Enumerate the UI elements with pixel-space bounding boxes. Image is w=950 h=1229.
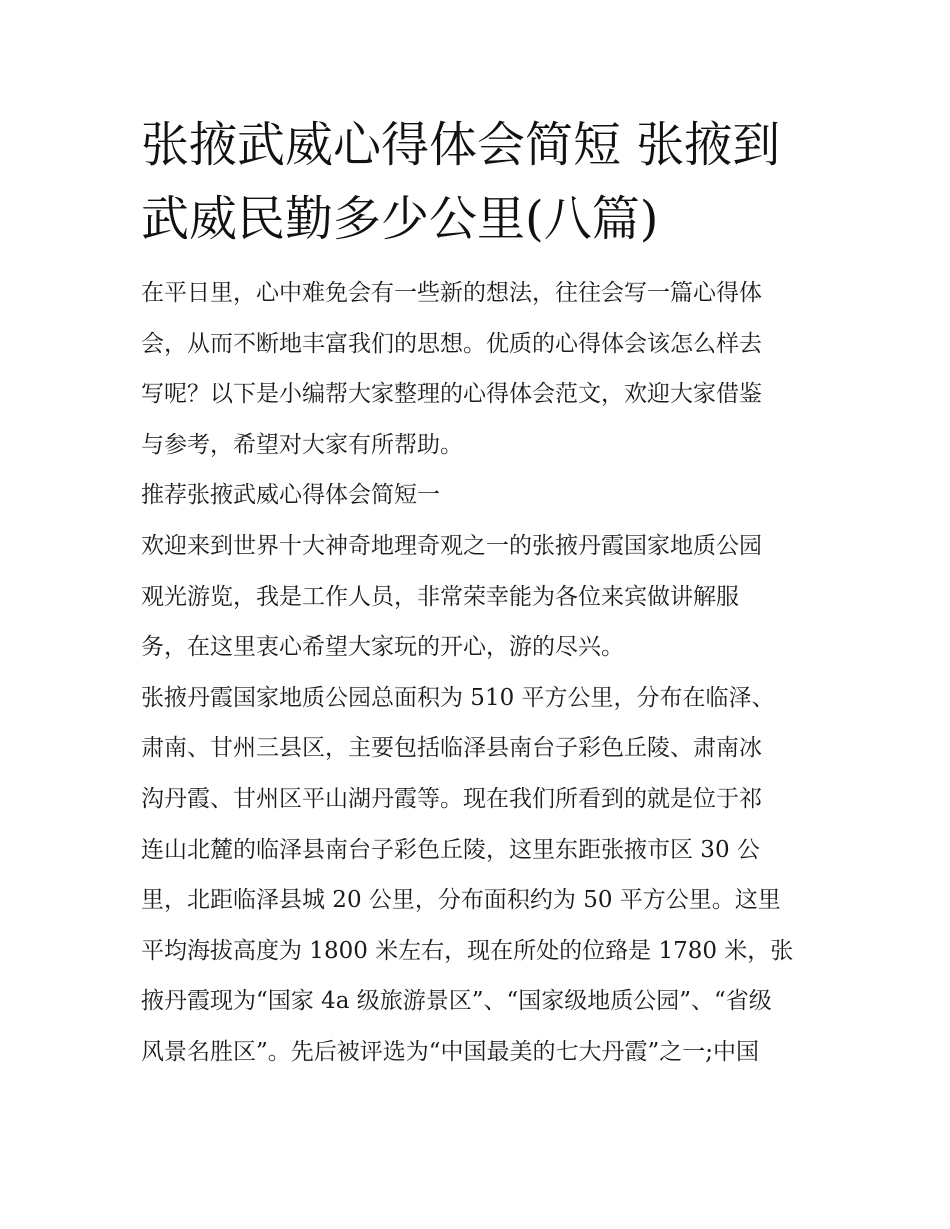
paragraph-line: 里，北距临泽县城 20 公里，分布面积约为 50 平方公里。这里 [141, 887, 781, 914]
intro-line: 写呢？以下是小编帮大家整理的心得体会范文，欢迎大家借鉴 [141, 381, 762, 408]
document-body [141, 268, 813, 1078]
paragraph-line: 肃南、甘州三县区，主要包括临泽县南台子彩色丘陵、肃南冰 [141, 735, 762, 762]
intro-line: 在平日里，心中难免会有一些新的想法，往往会写一篇心得体 [141, 280, 762, 306]
title-line: 武威民勤多少公里(八篇) [141, 191, 659, 247]
paragraph-line: 观光游览，我是工作人员，非常荣幸能为各位来宾做讲解服 [141, 583, 739, 610]
title-line: 张掖武威心得体会简短 张掖到 [141, 117, 781, 173]
section-heading: 推荐张掖武威心得体会简短一 [141, 482, 440, 509]
paragraph-line: 平均海拔高度为 1800 米左右，现在所处的位臵是 1780 米，张 [141, 937, 794, 964]
paragraph-line: 掖丹霞现为“国家 4a 级旅游景区”、“国家级地质公园”、“省级 [141, 988, 772, 1015]
document-title [141, 108, 813, 256]
intro-line: 会，从而不断地丰富我们的思想。优质的心得体会该怎么样去 [141, 330, 762, 357]
paragraph-line: 连山北麓的临泽县南台子彩色丘陵，这里东距张掖市区 30 公 [141, 836, 760, 863]
paragraph-line: 张掖丹霞国家地质公园总面积为 510 平方公里，分布在临泽、 [141, 684, 775, 711]
paragraph-line: 务，在这里衷心希望大家玩的开心，游的尽兴。 [141, 634, 624, 661]
paragraph-line: 风景名胜区”。先后被评选为“中国最美的七大丹霞”之一;中国 [141, 1038, 760, 1065]
paragraph-line: 欢迎来到世界十大神奇地理奇观之一的张掖丹霞国家地质公园 [141, 532, 762, 559]
document-page [141, 108, 813, 1078]
intro-line: 与参考，希望对大家有所帮助。 [141, 431, 463, 458]
paragraph-line: 沟丹霞、甘州区平山湖丹霞等。现在我们所看到的就是位于祁 [141, 785, 762, 812]
